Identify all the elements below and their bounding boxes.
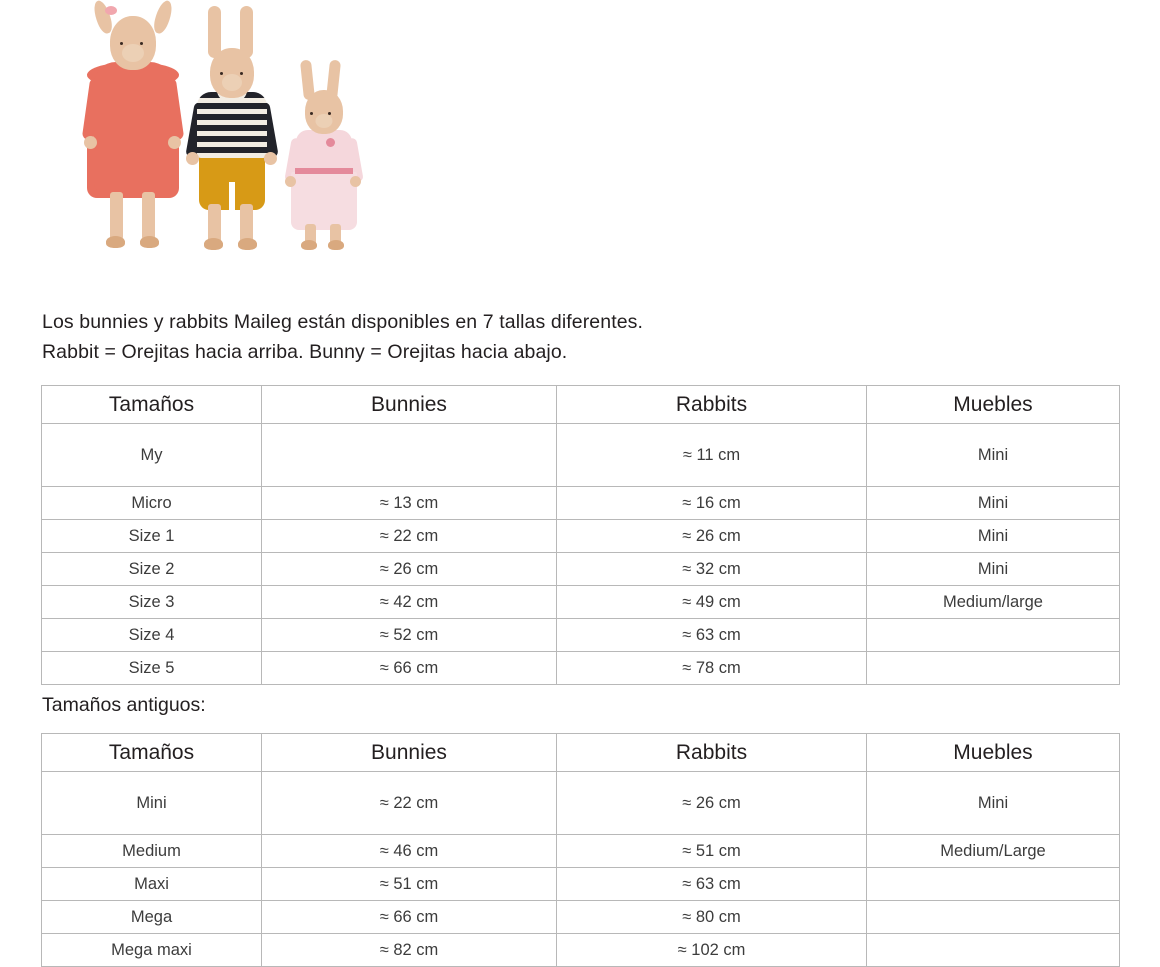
- old-sizes-table-head: [42, 734, 1120, 772]
- cell-muebles: Mini: [867, 487, 1120, 520]
- tall-coral-dress-bunny: [78, 0, 188, 250]
- cell-size: Size 5: [42, 652, 262, 685]
- table-row: [42, 619, 1120, 652]
- eye-left: [310, 112, 313, 115]
- hair-bow: [105, 6, 117, 15]
- eye-right: [240, 72, 243, 75]
- table-row: [42, 868, 1120, 901]
- cell-size: Mini: [42, 772, 262, 835]
- foot-left: [204, 238, 223, 250]
- cell-size: Medium: [42, 835, 262, 868]
- cell-rabbits: ≈ 78 cm: [557, 652, 867, 685]
- skirt: [291, 172, 357, 230]
- cell-size: Size 2: [42, 553, 262, 586]
- column-header-sizes: Tamaños: [42, 734, 262, 772]
- cell-rabbits: ≈ 51 cm: [557, 835, 867, 868]
- cell-muebles: Mini: [867, 553, 1120, 586]
- table-row: [42, 835, 1120, 868]
- snout: [122, 44, 144, 62]
- cell-rabbits: ≈ 32 cm: [557, 553, 867, 586]
- eye-left: [120, 42, 123, 45]
- eye-left: [220, 72, 223, 75]
- intro-line-1: Los bunnies y rabbits Maileg están disponibles en 7 tallas diferentes.: [42, 311, 644, 333]
- table-row: [42, 424, 1120, 487]
- hand-right: [168, 136, 181, 149]
- table-row: [42, 652, 1120, 685]
- cell-bunnies: ≈ 22 cm: [262, 772, 557, 835]
- old-sizes-label: Tamaños antiguos:: [42, 694, 206, 716]
- cell-rabbits: ≈ 63 cm: [557, 619, 867, 652]
- snout: [222, 74, 242, 91]
- cell-bunnies: ≈ 66 cm: [262, 652, 557, 685]
- leg-right: [142, 192, 155, 240]
- cell-bunnies: ≈ 51 cm: [262, 868, 557, 901]
- small-pink-dress-bunny: [280, 60, 368, 250]
- cell-rabbits: ≈ 63 cm: [557, 868, 867, 901]
- column-header-sizes: Tamaños: [42, 386, 262, 424]
- cell-bunnies: ≈ 52 cm: [262, 619, 557, 652]
- cell-rabbits: ≈ 26 cm: [557, 520, 867, 553]
- cell-size: Size 4: [42, 619, 262, 652]
- table-row: [42, 553, 1120, 586]
- snout: [316, 114, 333, 128]
- table-row: [42, 487, 1120, 520]
- cell-muebles: [867, 619, 1120, 652]
- cell-bunnies: ≈ 26 cm: [262, 553, 557, 586]
- foot-right: [238, 238, 257, 250]
- eye-right: [328, 112, 331, 115]
- cell-muebles: Medium/large: [867, 586, 1120, 619]
- cell-rabbits: ≈ 80 cm: [557, 901, 867, 934]
- cell-bunnies: ≈ 13 cm: [262, 487, 557, 520]
- cell-size: Micro: [42, 487, 262, 520]
- shorts-split: [229, 182, 235, 210]
- current-sizes-table: [41, 385, 1120, 685]
- current-sizes-table-head: [42, 386, 1120, 424]
- cell-muebles: [867, 652, 1120, 685]
- table-header-row: [42, 734, 1120, 772]
- dress-body: [296, 130, 352, 172]
- cell-muebles: Medium/Large: [867, 835, 1120, 868]
- column-header-bunnies: Bunnies: [262, 734, 557, 772]
- table-row: [42, 934, 1120, 967]
- table-row: [42, 586, 1120, 619]
- intro-paragraph: [42, 307, 643, 367]
- cell-rabbits: ≈ 102 cm: [557, 934, 867, 967]
- cell-bunnies: ≈ 42 cm: [262, 586, 557, 619]
- table-header-row: [42, 386, 1120, 424]
- cell-size: My: [42, 424, 262, 487]
- foot-left: [106, 236, 125, 248]
- hand-right: [264, 152, 277, 165]
- table-row: [42, 520, 1120, 553]
- column-header-bunnies: Bunnies: [262, 386, 557, 424]
- hand-left: [285, 176, 296, 187]
- leg-left: [110, 192, 123, 240]
- cell-muebles: Mini: [867, 520, 1120, 553]
- cell-bunnies: [262, 424, 557, 487]
- hand-right: [350, 176, 361, 187]
- cell-bunnies: ≈ 82 cm: [262, 934, 557, 967]
- cell-muebles: Mini: [867, 772, 1120, 835]
- cell-rabbits: ≈ 49 cm: [557, 586, 867, 619]
- current-sizes-table-body: [42, 424, 1120, 685]
- dress-body: [94, 62, 172, 192]
- cell-bunnies: ≈ 66 cm: [262, 901, 557, 934]
- column-header-rabbits: Rabbits: [557, 734, 867, 772]
- eye-right: [140, 42, 143, 45]
- old-sizes-table-body: [42, 772, 1120, 967]
- cell-size: Size 3: [42, 586, 262, 619]
- cell-bunnies: ≈ 46 cm: [262, 835, 557, 868]
- cell-size: Mega maxi: [42, 934, 262, 967]
- old-sizes-table: [41, 733, 1120, 967]
- table-row: [42, 901, 1120, 934]
- foot-right: [328, 240, 344, 250]
- foot-left: [301, 240, 317, 250]
- intro-line-2: Rabbit = Orejitas hacia arriba. Bunny = Orejitas hacia abajo.: [42, 341, 568, 363]
- column-header-muebles: Muebles: [867, 734, 1120, 772]
- striped-sweater-rabbit: [182, 6, 282, 250]
- cell-muebles: [867, 934, 1120, 967]
- foot-right: [140, 236, 159, 248]
- column-header-muebles: Muebles: [867, 386, 1120, 424]
- cell-size: Maxi: [42, 868, 262, 901]
- cell-muebles: Mini: [867, 424, 1120, 487]
- hand-left: [84, 136, 97, 149]
- cell-muebles: [867, 901, 1120, 934]
- table-row: [42, 772, 1120, 835]
- cell-rabbits: ≈ 26 cm: [557, 772, 867, 835]
- cell-size: Mega: [42, 901, 262, 934]
- cell-rabbits: ≈ 16 cm: [557, 487, 867, 520]
- cell-bunnies: ≈ 22 cm: [262, 520, 557, 553]
- column-header-rabbits: Rabbits: [557, 386, 867, 424]
- ear-left: [208, 6, 221, 58]
- cell-rabbits: ≈ 11 cm: [557, 424, 867, 487]
- cell-size: Size 1: [42, 520, 262, 553]
- belt: [295, 168, 353, 174]
- maileg-bunny-family-photo: [40, 0, 340, 262]
- cell-muebles: [867, 868, 1120, 901]
- hand-left: [186, 152, 199, 165]
- ear-right: [151, 0, 175, 35]
- flower-detail: [326, 138, 335, 147]
